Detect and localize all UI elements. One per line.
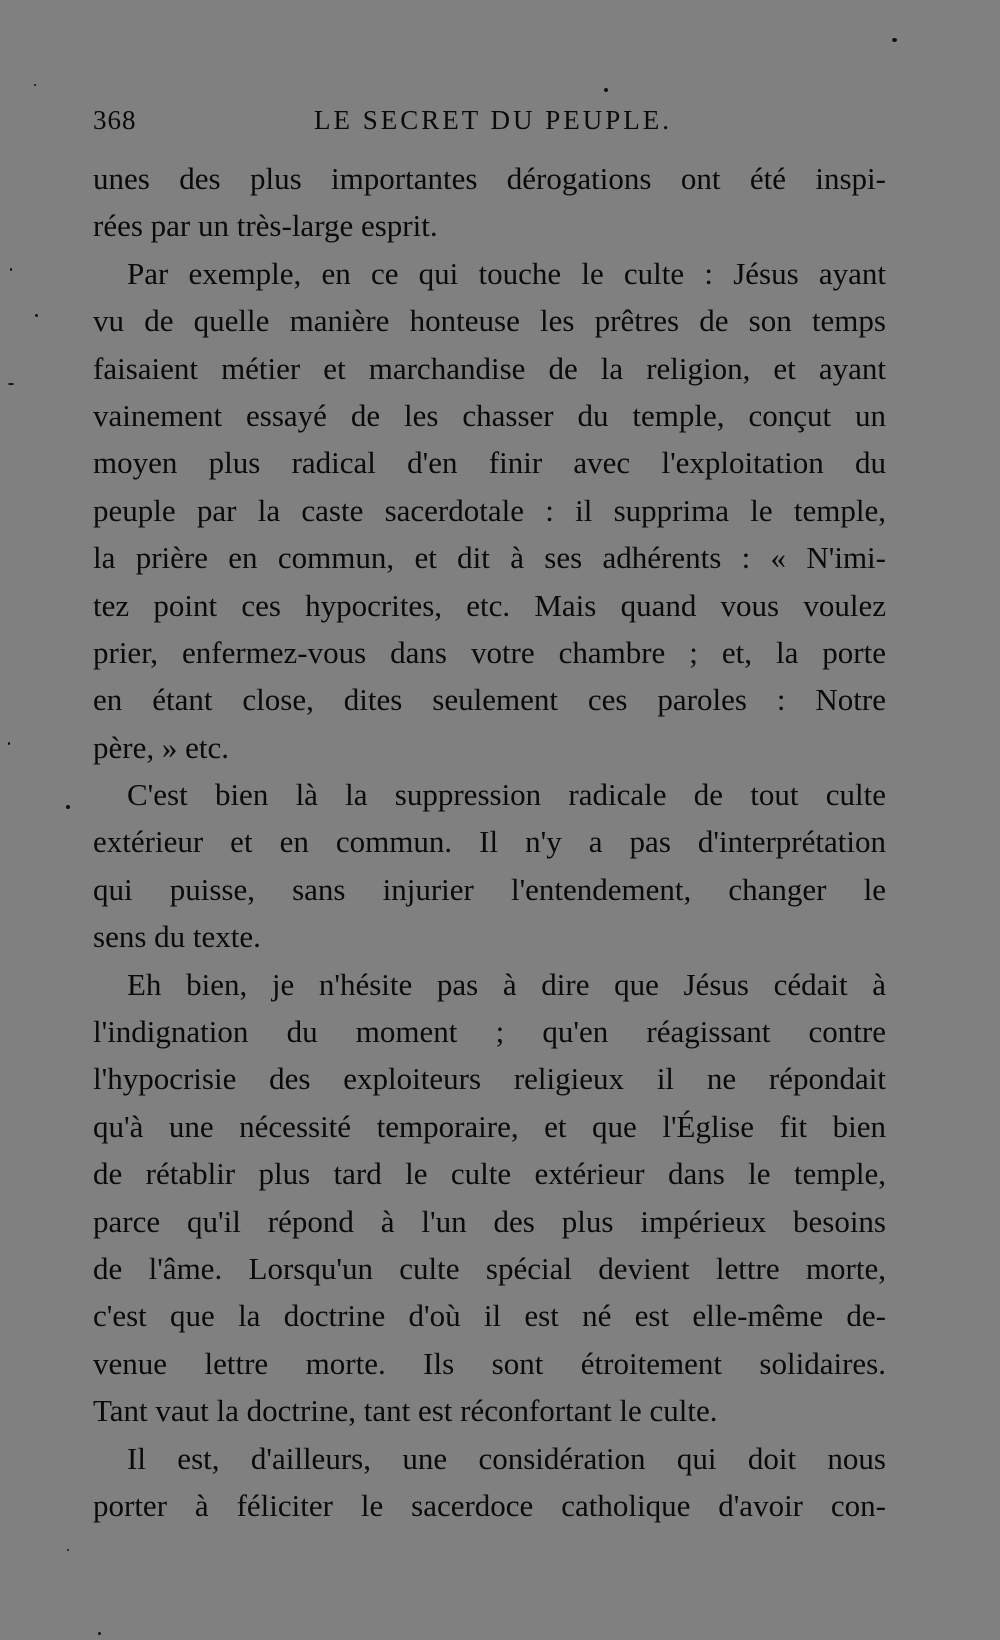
scan-speck	[98, 1632, 101, 1635]
text-line: extérieur et en commun. Il n'y a pas d'interprétation	[93, 824, 886, 860]
text-line: rées par un très-large esprit.	[93, 208, 438, 244]
text-line: C'est bien là la suppression radicale de tout culte	[127, 777, 886, 813]
text-line: l'indignation du moment ; qu'en réagissant contre	[93, 1014, 886, 1050]
text-line: père, » etc.	[93, 729, 229, 765]
text-line: l'hypocrisie des exploiteurs religieux il ne répondait	[93, 1061, 886, 1097]
text-line: en étant close, dites seulement ces paroles : Notre	[93, 682, 886, 718]
text-line: tez point ces hypocrites, etc. Mais quand vous voulez	[93, 587, 886, 623]
text-line: qui puisse, sans injurier l'entendement, changer le	[93, 871, 886, 907]
scan-speck	[67, 1549, 69, 1551]
scan-speck	[35, 314, 38, 317]
page-number: 368	[93, 105, 137, 135]
scan-speck	[8, 742, 10, 745]
text-line: vu de quelle manière honteuse les prêtres de son temps	[93, 303, 886, 339]
body-text	[93, 155, 886, 1529]
page-header	[93, 105, 883, 145]
text-line: Tant vaut la doctrine, tant est réconfortant le culte.	[93, 1393, 718, 1429]
text-line: porter à féliciter le sacerdoce catholique d'avoir con-	[93, 1487, 886, 1523]
text-line: sens du texte.	[93, 919, 261, 955]
scan-speck	[604, 88, 608, 92]
text-line: de rétablir plus tard le culte extérieur dans le temple,	[93, 1156, 886, 1192]
text-line: vainement essayé de les chasser du temple, conçut un	[93, 397, 886, 433]
scan-speck	[8, 383, 14, 385]
scan-speck	[10, 268, 12, 271]
running-title: LE SECRET DU PEUPLE.	[314, 105, 673, 135]
scan-speck	[892, 38, 897, 42]
text-line: moyen plus radical d'en finir avec l'exploitation du	[93, 445, 886, 481]
text-line: venue lettre morte. Ils sont étroitement solidaires.	[93, 1345, 886, 1381]
text-line: Par exemple, en ce qui touche le culte : Jésus ayant	[127, 255, 886, 291]
text-line: unes des plus importantes dérogations ont été inspi-	[93, 161, 886, 196]
scan-speck	[34, 84, 36, 86]
text-line: de l'âme. Lorsqu'un culte spécial devient lettre morte,	[93, 1250, 886, 1286]
text-line: prier, enfermez-vous dans votre chambre ; et, la porte	[93, 634, 886, 670]
text-line: Il est, d'ailleurs, une considération qui doit nous	[127, 1440, 886, 1476]
text-line: peuple par la caste sacerdotale : il supprima le temple,	[93, 492, 886, 528]
text-line: la prière en commun, et dit à ses adhérents : « N'imi-	[93, 540, 886, 576]
text-line: c'est que la doctrine d'où il est né est elle-même de-	[93, 1298, 886, 1334]
text-line: faisaient métier et marchandise de la religion, et ayant	[93, 350, 886, 386]
text-line: Eh bien, je n'hésite pas à dire que Jésus cédait à	[127, 966, 886, 1002]
text-line: qu'à une nécessité temporaire, et que l'Église fit bien	[93, 1108, 886, 1144]
scan-speck	[66, 805, 70, 809]
text-line: parce qu'il répond à l'un des plus impérieux besoins	[93, 1203, 886, 1239]
